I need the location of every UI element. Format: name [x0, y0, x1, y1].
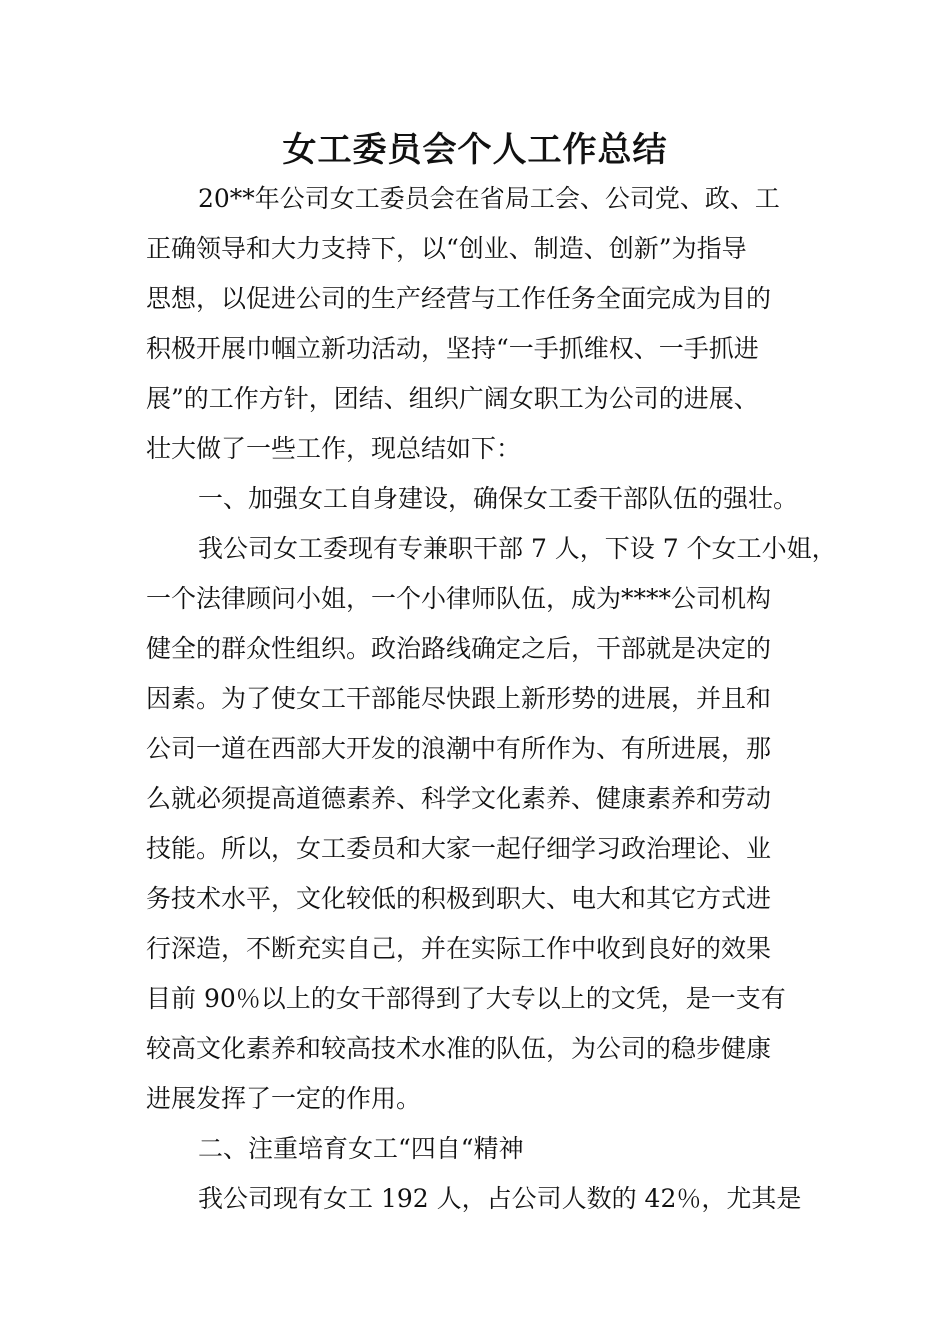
paragraph-line: 积极开展巾帼立新功活动，坚持“一手抓维权、一手抓进: [146, 334, 759, 363]
paragraph-line: 我公司女工委现有专兼职干部 7 人，下设 7 个女工小姐，: [198, 534, 837, 563]
paragraph-line: 因素。为了使女工干部能尽快跟上新形势的进展，并且和: [146, 684, 772, 713]
section-heading: 二、注重培育女工“四自“精神: [198, 1134, 524, 1163]
paragraph-line: 健全的群众性组织。政治路线确定之后，干部就是决定的: [146, 634, 772, 663]
paragraph-line: 我公司现有女工 192 人，占公司人数的 42％，尤其是: [198, 1184, 802, 1213]
paragraph-line: 务技术水平，文化较低的积极到职大、电大和其它方式进: [146, 884, 772, 913]
paragraph-line: 公司一道在西部大开发的浪潮中有所作为、有所进展，那: [146, 734, 772, 763]
paragraph-line: 较高文化素养和较高技术水准的队伍，为公司的稳步健康: [146, 1034, 772, 1063]
paragraph-line: 行深造，不断充实自己，并在实际工作中收到良好的效果: [146, 934, 772, 963]
document-title: 女工委员会个人工作总结: [282, 130, 668, 170]
paragraph-line: 20**年公司女工委员会在省局工会、公司党、政、工: [198, 184, 780, 213]
paragraph-line: 思想，以促进公司的生产经营与工作任务全面完成为目的: [146, 284, 772, 313]
paragraph-line: 壮大做了一些工作，现总结如下：: [146, 434, 522, 463]
paragraph-line: 进展发挥了一定的作用。: [146, 1084, 422, 1113]
paragraph-line: 展”的工作方针，团结、组织广阔女职工为公司的进展、: [146, 384, 759, 413]
paragraph-line: 正确领导和大力支持下，以“创业、制造、创新”为指导: [146, 234, 747, 263]
paragraph-line: 一个法律顾问小姐，一个小律师队伍，成为****公司机构: [146, 584, 772, 613]
paragraph-line: 技能。所以，女工委员和大家一起仔细学习政治理论、业: [146, 834, 772, 863]
paragraph-line: 么就必须提高道德素养、科学文化素养、健康素养和劳动: [146, 784, 772, 813]
section-heading: 一、加强女工自身建设，确保女工委干部队伍的强壮。: [198, 484, 799, 513]
paragraph-line: 目前 90％以上的女干部得到了大专以上的文凭，是一支有: [146, 984, 786, 1013]
